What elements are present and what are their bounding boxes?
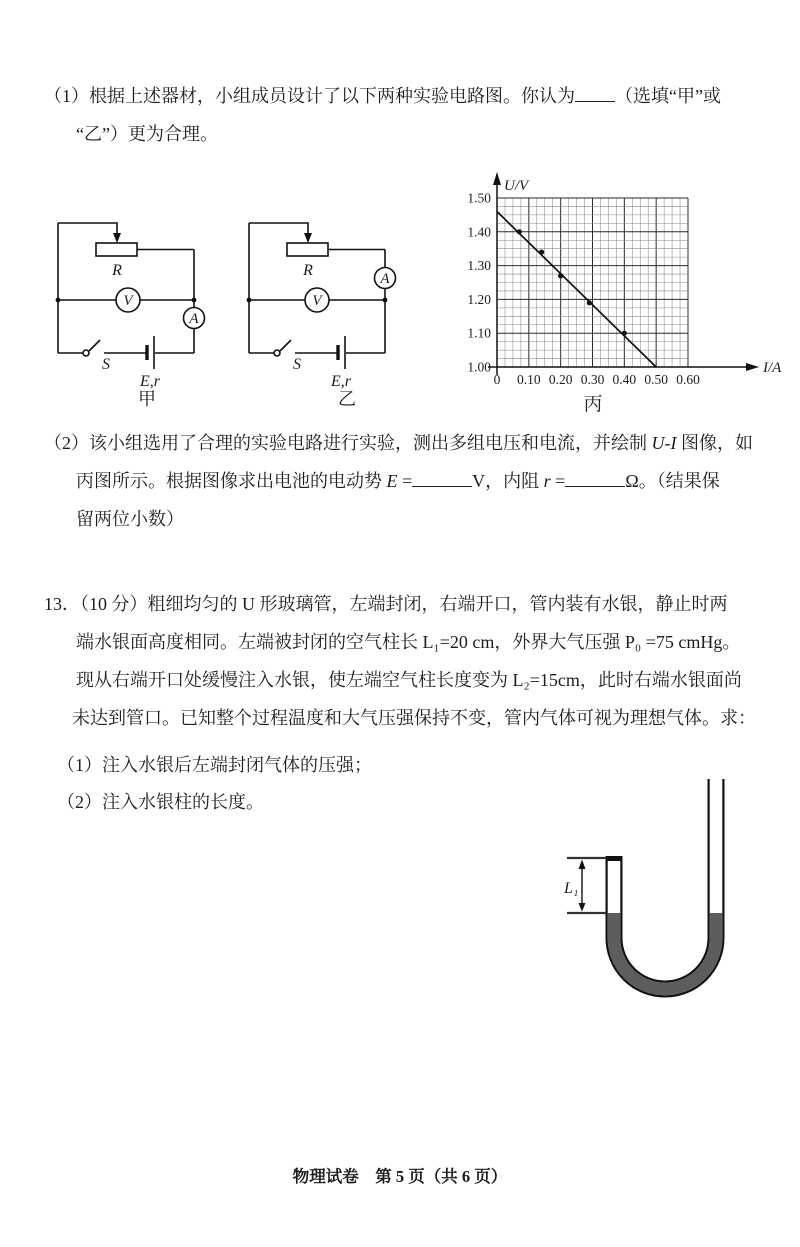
y-axis-arrow-icon bbox=[493, 172, 501, 185]
page-footer: 物理试卷 第 5 页（共 6 页） bbox=[292, 1167, 508, 1186]
x-tick-label: 0.20 bbox=[548, 372, 573, 387]
q2-text: 丙图所示。根据图像求出电池的电动势 bbox=[76, 471, 387, 491]
slider-arrow-icon bbox=[113, 233, 121, 243]
x-tick-label: 0 bbox=[493, 372, 501, 387]
chart-caption: 丙 bbox=[583, 394, 603, 415]
q1-text-post: （选填“甲”或 bbox=[615, 86, 721, 106]
switch-lever bbox=[280, 340, 291, 351]
circuit-caption-yi: 乙 bbox=[338, 389, 356, 409]
voltmeter-label: V bbox=[123, 293, 133, 309]
tube-bore bbox=[614, 775, 716, 989]
question-13-sub1: （1）注入水银后左端封闭气体的压强； bbox=[57, 755, 372, 775]
data-point bbox=[558, 273, 563, 278]
x-tick-label: 0.60 bbox=[676, 372, 700, 387]
y-tick-label: 1.10 bbox=[467, 325, 491, 341]
circuit-diagram-jia bbox=[46, 211, 216, 411]
answer-blank bbox=[412, 471, 472, 487]
junction-dot bbox=[383, 298, 388, 303]
variable-internal-resistance: r bbox=[543, 471, 551, 491]
q2-text: = bbox=[550, 471, 566, 491]
switch-label: S bbox=[102, 356, 110, 373]
u-tube-diagram bbox=[553, 760, 783, 1010]
tube-outline bbox=[614, 779, 716, 989]
q1-text-pre: （1）根据上述器材，小组成员设计了以下两种实验电路图。你认为 bbox=[44, 86, 575, 106]
question-2-line2 bbox=[76, 468, 720, 494]
mercury-column bbox=[614, 913, 716, 989]
battery-label: E,r bbox=[140, 373, 160, 390]
data-point bbox=[622, 331, 627, 336]
y-axis-label: U/V bbox=[504, 178, 529, 194]
question-13-line2: 端水银面高度相同。左端被封闭的空气柱长 L₁=20 cm，外界大气压强 P₀ =75 cmHg。 bbox=[76, 632, 741, 652]
resistor-label: R bbox=[112, 262, 122, 279]
x-tick-label: 0.10 bbox=[517, 372, 541, 387]
junction-dot bbox=[192, 298, 197, 303]
question-2-line1 bbox=[44, 430, 753, 456]
x-tick-label: 0.40 bbox=[612, 372, 637, 387]
air-column-length-label: L₁ bbox=[564, 880, 579, 897]
variable-ui: U-I bbox=[651, 433, 677, 453]
question-13-line1: 13．（10 分）粗细均匀的 U 形玻璃管，左端封闭，右端开口，管内装有水银，静止时两 bbox=[44, 594, 728, 614]
arrow-up-icon bbox=[579, 860, 586, 870]
x-tick-label: 0.50 bbox=[644, 372, 668, 387]
circuit-caption-jia: 甲 bbox=[138, 389, 156, 409]
switch-lever bbox=[89, 340, 100, 351]
y-tick-label: 1.30 bbox=[467, 258, 491, 274]
junction-dot bbox=[56, 298, 61, 303]
question-13-sub2: （2）注入水银柱的长度。 bbox=[57, 792, 264, 812]
rheostat-symbol bbox=[96, 243, 137, 256]
q2-text: Ω。（结果保 bbox=[625, 471, 720, 491]
question-1-line2: “乙”）更为合理。 bbox=[76, 124, 218, 144]
resistor-label: R bbox=[303, 262, 313, 279]
answer-blank bbox=[565, 471, 625, 487]
arrow-down-icon bbox=[579, 903, 586, 912]
data-point bbox=[539, 249, 544, 254]
switch-contact bbox=[274, 350, 280, 356]
q2-text: 图像，如 bbox=[676, 433, 753, 453]
wire bbox=[58, 223, 117, 234]
circuit-diagram-yi bbox=[237, 211, 407, 411]
x-axis-arrow-icon bbox=[746, 363, 759, 371]
voltmeter-label: V bbox=[312, 293, 322, 309]
switch-contact bbox=[83, 350, 89, 356]
question-13-line3: 现从右端开口处缓慢注入水银，使左端空气柱长度变为 L₂=15cm，此时右端水银面尚 bbox=[76, 670, 742, 690]
switch-label: S bbox=[293, 356, 301, 373]
junction-dot bbox=[247, 298, 252, 303]
answer-blank bbox=[575, 86, 615, 102]
q2-text: V，内阻 bbox=[472, 471, 544, 491]
x-tick-label: 0.30 bbox=[580, 372, 605, 387]
x-axis-label: I/A bbox=[763, 360, 782, 376]
data-point bbox=[517, 229, 522, 234]
q2-text: = bbox=[397, 471, 413, 491]
rheostat-symbol bbox=[287, 243, 328, 256]
data-point bbox=[587, 300, 592, 305]
y-tick-label: 1.50 bbox=[467, 190, 491, 206]
question-1-line1 bbox=[44, 83, 721, 109]
question-13-line4: 未达到管口。已知整个过程温度和大气压强保持不变，管内气体可视为理想气体。求： bbox=[72, 708, 756, 728]
ammeter-label: A bbox=[189, 311, 199, 327]
q2-text: （2）该小组选用了合理的实验电路进行实验，测出多组电压和电流，并绘制 bbox=[44, 433, 652, 453]
battery-label: E,r bbox=[331, 373, 351, 390]
wire bbox=[249, 223, 308, 234]
variable-emf: E bbox=[386, 471, 398, 491]
question-2-line3: 留两位小数） bbox=[76, 509, 184, 529]
y-tick-label: 1.40 bbox=[467, 224, 491, 240]
y-tick-label: 1.00 bbox=[467, 359, 491, 375]
ui-graph bbox=[448, 163, 793, 418]
y-tick-label: 1.20 bbox=[467, 291, 491, 307]
ammeter-label: A bbox=[380, 271, 390, 287]
slider-arrow-icon bbox=[304, 233, 312, 243]
